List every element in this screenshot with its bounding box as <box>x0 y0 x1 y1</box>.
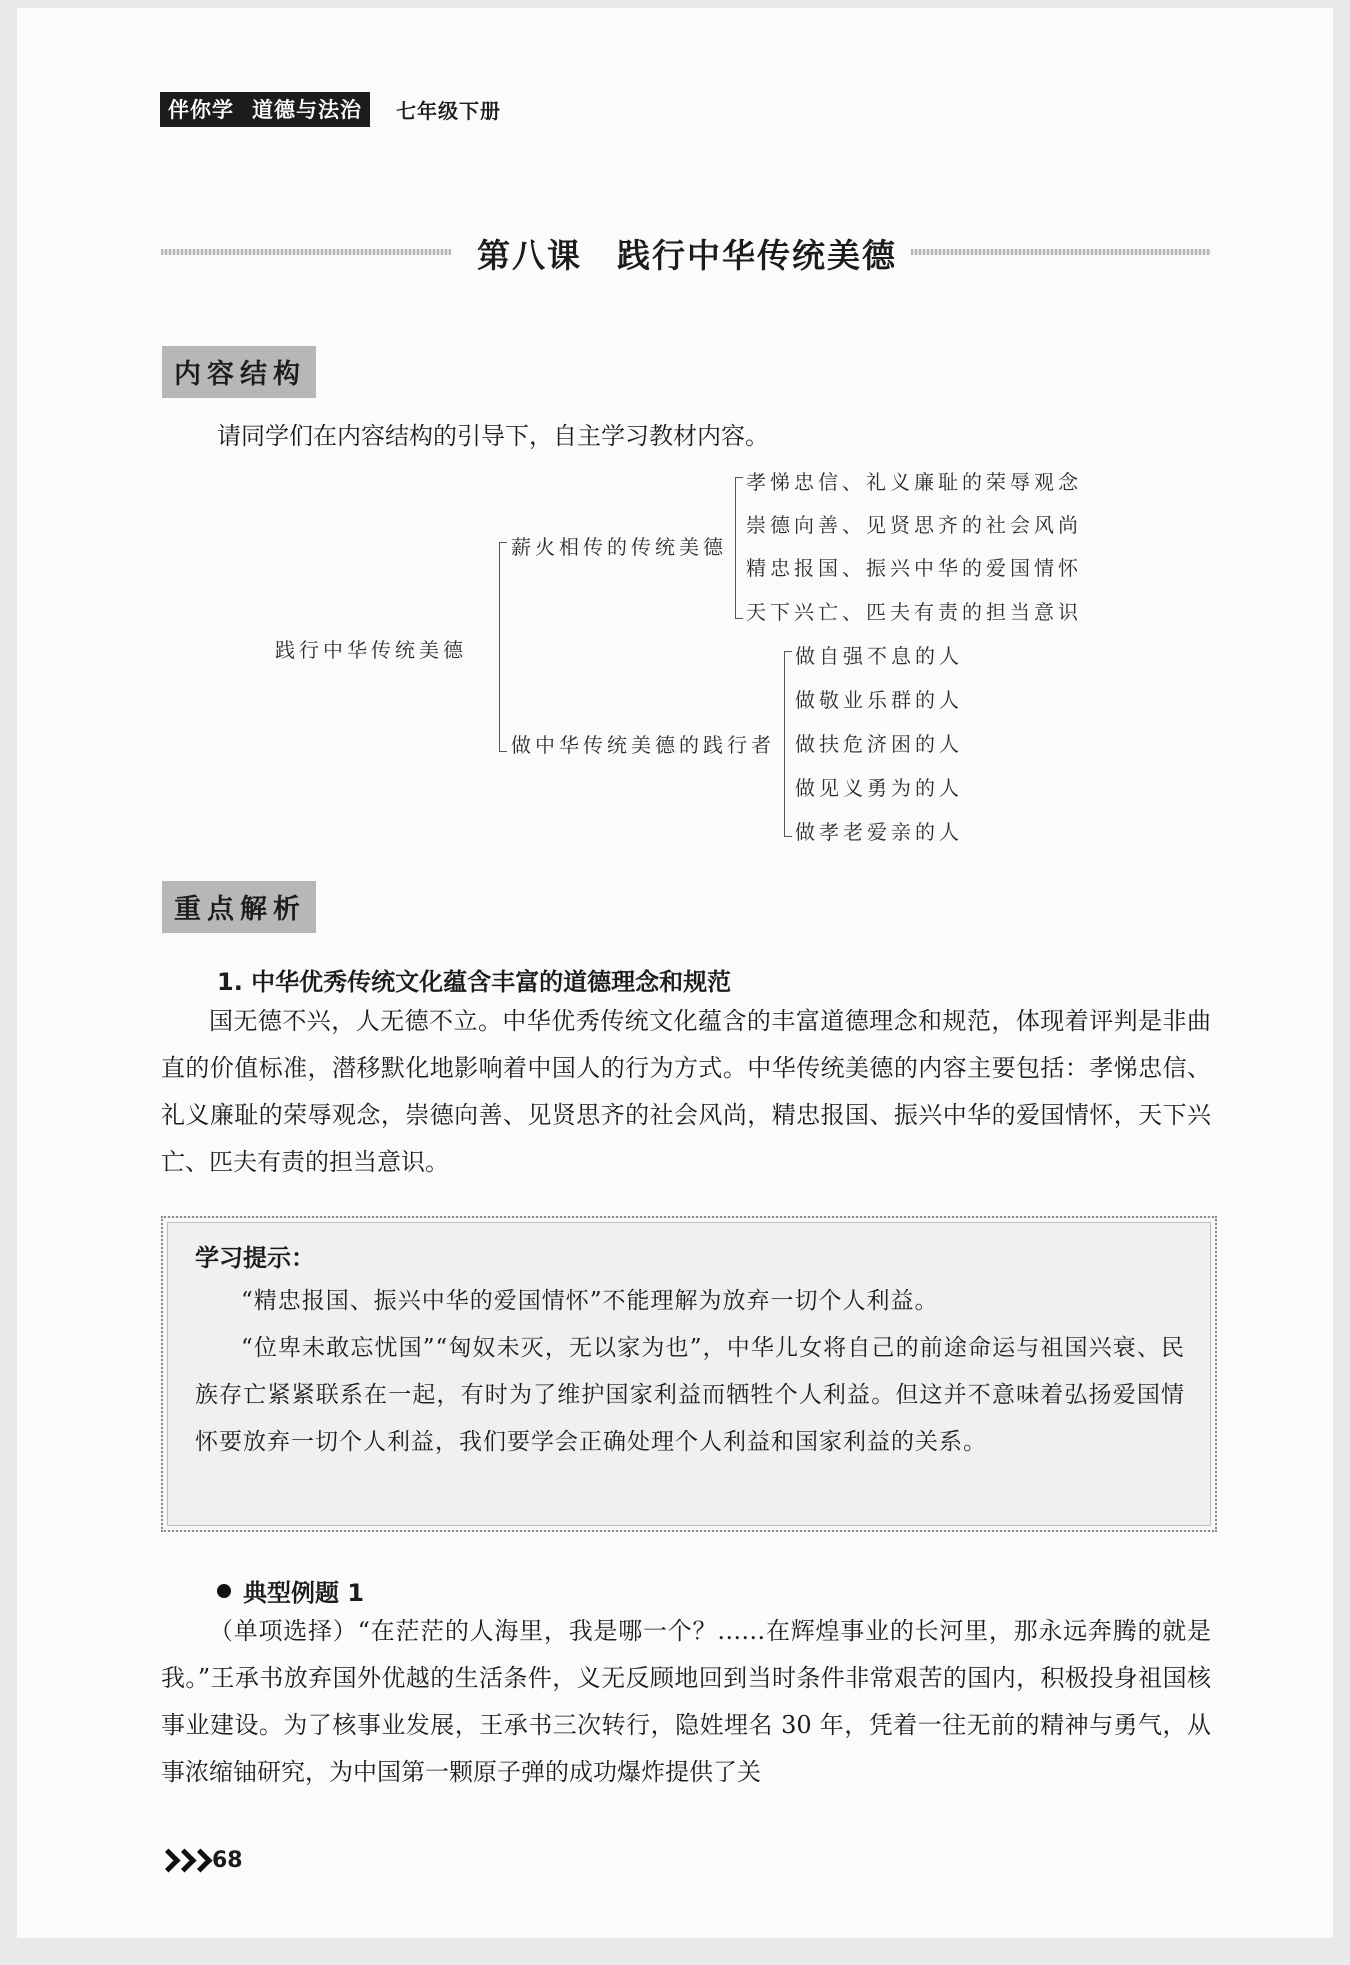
root-brace <box>499 542 500 752</box>
tree-leaf-2-5: 做孝老爱亲的人 <box>795 820 963 844</box>
subject-name: 道德与法治 <box>252 98 362 122</box>
grade-label: 七年级下册 <box>396 99 501 123</box>
tree-branch-2: 做中华传统美德的践行者 <box>511 733 775 757</box>
tree-leaf-1-1: 孝悌忠信、礼义廉耻的荣辱观念 <box>746 470 1082 494</box>
running-header <box>160 92 501 127</box>
tree-root: 践行中华传统美德 <box>275 638 467 662</box>
bullet-icon <box>217 1584 231 1598</box>
tree-branch-1: 薪火相传的传统美德 <box>511 535 727 559</box>
study-tip-paragraph-2: “位卑未敢忘忧国”“匈奴未灭，无以家为也”，中华儿女将自己的前途命运与祖国兴衰、民族存亡紧紧联系在一起，有时为了维护国家利益而牺牲个人利益。但这并不意味着弘扬爱国情怀要放弃一切个人利益，我们要学会正确处理个人利益和国家利益的关系。 <box>195 1335 1185 1455</box>
title-rule-right <box>911 249 1211 255</box>
lesson-title-bar <box>161 230 1211 274</box>
key-point-1-title: 1. 中华优秀传统文化蕴含丰富的道德理念和规范 <box>217 968 732 996</box>
tree-leaf-1-3: 精忠报国、振兴中华的爱国情怀 <box>746 556 1082 580</box>
tree-leaf-2-3: 做扶危济困的人 <box>795 732 963 756</box>
branch-2-brace <box>784 651 785 837</box>
series-badge <box>160 92 370 127</box>
study-tip-paragraph-1: “精忠报国、振兴中华的爱国情怀”不能理解为放弃一切个人利益。 <box>241 1288 939 1314</box>
tree-leaf-2-4: 做见义勇为的人 <box>795 776 963 800</box>
series-name: 伴你学 <box>168 98 234 122</box>
branch-1-brace <box>735 477 736 619</box>
example-1-body: （单项选择）“在茫茫的人海里，我是哪一个？……在辉煌事业的长河里，那永远奔腾的就是我。”王承书放弃国外优越的生活条件，义无反顾地回到当时条件非常艰苦的国内，积极投身祖国核事业建设。为了核事业发展，王承书三次转行，隐姓埋名 30 年，凭着一往无前的精神与勇气，从事浓缩铀研究，为中国第一颗原子弹的成功爆炸提供了关 <box>161 1617 1211 1786</box>
title-rule-left <box>161 249 451 255</box>
example-1-title <box>217 1573 364 1608</box>
lesson-title: 第八课 践行中华传统美德 <box>477 236 897 275</box>
tree-leaf-1-2: 崇德向善、见贤思齐的社会风尚 <box>746 513 1082 537</box>
chevron-right-icon <box>160 1852 208 1869</box>
example-1-label: 典型例题 1 <box>243 1579 365 1607</box>
key-point-1-body: 国无德不兴，人无德不立。中华优秀传统文化蕴含的丰富道德理念和规范，体现着评判是非曲直的价值标准，潜移默化地影响着中国人的行为方式。中华传统美德的内容主要包括：孝悌忠信、礼义廉耻的荣辱观念，崇德向善、见贤思齐的社会风尚，精忠报国、振兴中华的爱国情怀，天下兴亡、匹夫有责的担当意识。 <box>161 1007 1211 1176</box>
structure-intro: 请同学们在内容结构的引导下，自主学习教材内容。 <box>217 422 769 450</box>
study-tip-box <box>161 1216 1217 1532</box>
study-tip-title: 学习提示： <box>195 1244 315 1272</box>
tree-leaf-2-2: 做敬业乐群的人 <box>795 688 963 712</box>
section-title-analysis: 重点解析 <box>162 881 316 933</box>
tree-leaf-1-4: 天下兴亡、匹夫有责的担当意识 <box>746 600 1082 624</box>
textbook-page <box>17 8 1333 1938</box>
section-title-structure: 内容结构 <box>162 346 316 398</box>
tree-leaf-2-1: 做自强不息的人 <box>795 644 963 668</box>
page-number: 68 <box>212 1848 243 1873</box>
page-footer <box>160 1848 243 1873</box>
